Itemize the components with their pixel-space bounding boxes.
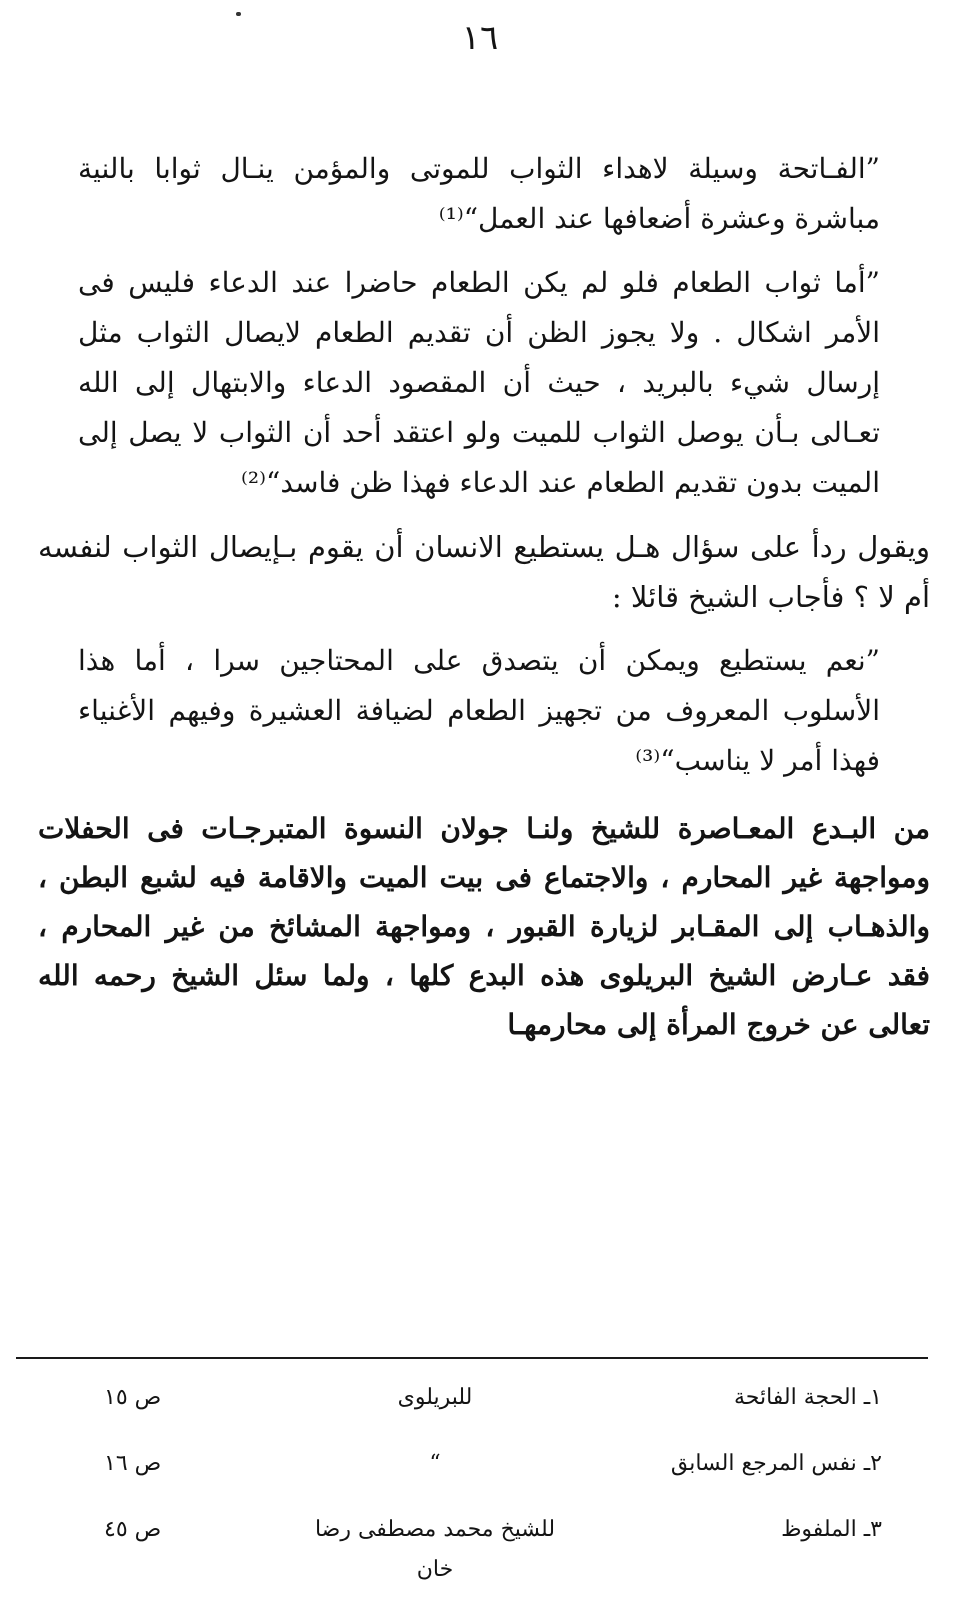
ink-speck: [236, 12, 241, 16]
quote-paragraph-1: ”الفـاتحة وسيلة لاهداء الثواب للموتى والمؤمن ينـال ثوابا بالنية مباشرة وعشرة أضعافها عند العمل“⁽¹⁾: [78, 152, 880, 235]
quote-paragraph-3: ”نعم يستطيع ويمكن أن يتصدق على المحتاجين سرا ، أما هذا الأسلوب المعروف من تجهيز الطعام لضيافة العشيرة وفيهم الأغنياء فهذا أمر لا يناسب“⁽³⁾: [78, 644, 880, 777]
footnote-page: ص ١٦: [104, 1451, 162, 1476]
footnote-divider: [16, 1357, 928, 1359]
footnote-page: ص ١٥: [104, 1385, 162, 1410]
footnote-title: ٢ـ نفس المرجع السابق: [670, 1451, 882, 1476]
footnote-page: ص ٤٥: [104, 1517, 162, 1542]
footnote-3: [40, 1510, 910, 1582]
footnotes: [40, 1378, 910, 1582]
text-paragraph-question: ويقول ردأ على سؤال هـل يستطيع الانسان أن يقوم بـإيصال الثواب لنفسه أم لا ؟ فأجاب الشيخ قائلا :: [38, 530, 930, 614]
footnote-title: ٣ـ الملفوظ: [781, 1517, 882, 1542]
footnote-1: [40, 1378, 910, 1444]
footnote-title: ١ـ الحجة الفائحة: [733, 1385, 882, 1410]
quote-paragraph-2: ”أما ثواب الطعام فلو لم يكن الطعام حاضرا عند الدعاء فليس فى الأمر اشكال . ولا يجوز الظن أن تقديم الطعام لايصال الثواب مثل إرسال شيء بالبريد ، حيث أن المقصود الدعاء والابتهال إلى الله تعـالى بـأن يوصل الثواب للميت ولو اعتقد أحد أن الثواب لا يصل إلى الميت بدون تقديم الطعام عند الدعاء فهذا ظن فاسد“⁽²⁾: [78, 266, 880, 499]
text-paragraph-innovations: من البـدع المعـاصرة للشيخ ولنـا جولان النسوة المتبرجـات فى الحفلات ومواجهة غير المحارم ، والاجتماع فى بيت الميت والاقامة فيه لشبع البطن ، والذهـاب إلى المقـابر لزيارة القبور ، ومواجهة المشائخ من غير المحارم ، فقد عـارض الشيخ البريلوى هذه البدع كلها ، ولما سئل الشيخ رحمه الله تعالى عن خروج المرأة إلى محارمهـا: [38, 812, 930, 1041]
footnote-author: للبريلوى: [397, 1385, 473, 1410]
page-number: ١٦: [461, 18, 499, 58]
body-text: [38, 144, 930, 1063]
footnote-author: “: [429, 1451, 441, 1476]
footnote-2: [40, 1444, 910, 1510]
footnote-author: للشيخ محمد مصطفى رضا خان: [314, 1517, 556, 1582]
